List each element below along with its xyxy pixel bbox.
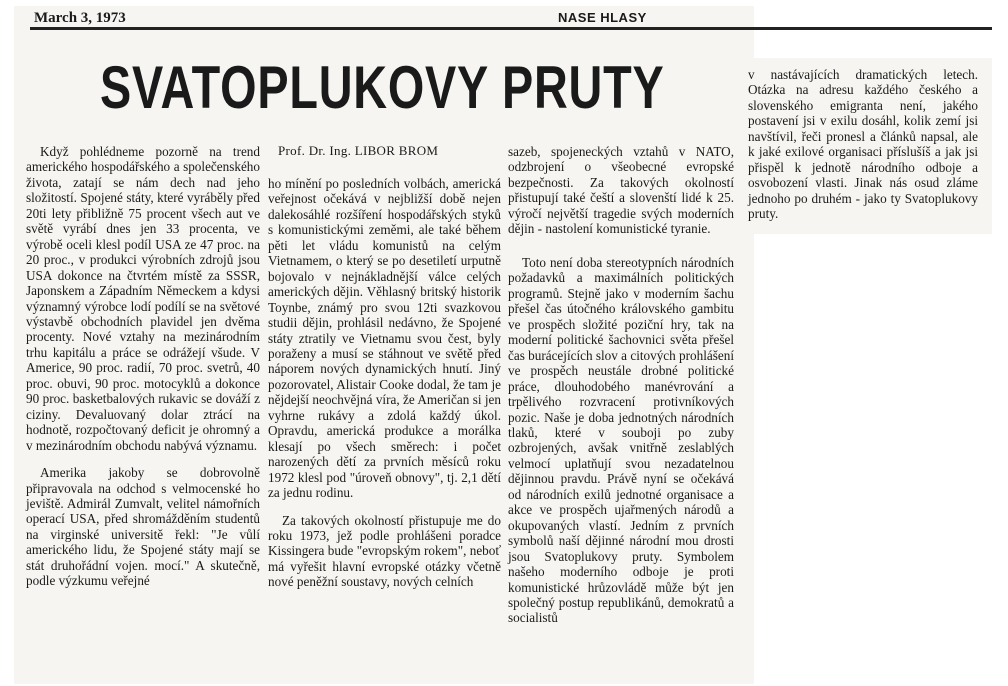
article-column-4	[748, 67, 978, 222]
paragraph: ho mínění po posledních volbách, americká veřejnost očekává v nejbližší době nejen dalekosáhlé rozšíření hospodářských styků s komunistickými zeměmi, ale také během pěti let vládu komunistů na celým Vietnamem, o který se po desetiletí urputně bojovalo v nejnákladnější válce celých amerických dějin. Věhlasný britský historik Toynbe, známý pro svou 12ti svazkovou studii dějin, prohlásil nedávno, že Spojené státy ztratily ve Vietnamu svou čest, byly poraženy a musí se stáhnout ve světě před náporem nových dynamických hnutí. Jiný pozorovatel, Alistair Cooke dodal, že tam je nějdejší neochvějná víra, že Američan si jen vyhrne rukávy a zdolá každý úkol. Opravdu, americká produkce a morálka klesají po všech směrech: i počet narozených dětí za prvních měsíců roku 1972 klesl pod "úroveň obnovy", tj. 2,1 dětí za jednu rodinu.	[268, 176, 501, 501]
masthead-rule	[30, 27, 992, 30]
article-column-2	[268, 176, 501, 590]
masthead-date: March 3, 1973	[34, 10, 126, 26]
article-column-3-top	[508, 144, 734, 237]
article-byline: Prof. Dr. Ing. LIBOR BROM	[278, 143, 439, 158]
paragraph: Toto není doba stereotypních národních požadavků a maximálních politických programů. Stejně jako v moderním šachu přešel čas útočného královského gambitu ve prospěch složité poziční hry, tak na moderní politické šachovnici světa přešel čas burácejících slov a citových prohlášení ve prospěch neustále drobné politické práce, dlouhodobého manévrování a trpělivého rozvracení protivníkových pozic. Naše je doba jednotných národních tlaků, které v souboji po zuby ozbrojených, avšak vnitřně zeslablých velmocí uplatňují svou nezadatelnou dějinnou pravdu. Právě nyní se očekává od národních exilů jednotné organisace a akce ve prospěch ujařmených národů a okupovaných vlastí. Jedním z prvních symbolů naší dějinné národní mou drosti jsou Svatoplukovy pruty. Symbolem našeho moderního odboje je proti komunistické hrůzovládě může být jen společný postup republikánů, demokratů a socialistů	[508, 255, 734, 626]
paragraph: Když pohlédneme pozorně na trend amerického hospodářského a společenského života, zatají se nám dech nad jeho složitostí. Spojené státy, které vyráběly před 20ti lety přibližně 75 procent všech aut ve světě vyrábí dnes jen 33 procenta, ve výrobě oceli klesl podíl USA ze 47 proc. na 20 proc., v produkci výrobních zdrojů jsou USA dokonce na čtvrtém místě za SSSR, Japonskem a Západním Německem a kdysi významný výrobce lodí podílí se na světové výstavbě obchodních plavidel jen dvěma procenty. Nové vztahy na mezinárodním trhu kapitálu a práce se odrážejí všude. V Americe, 90 proc. radií, 70 proc. svetrů, 40 proc. obuvi, 90 proc. motocyklů a dokonce 90 proc. basketbalových rukavic se dováží z ciziny. Devaluovaný dolar ztrácí na hodnotě, rozpočtovaný deficit je ohromný a v mezinárodním obchodu nabývá významu.	[26, 144, 260, 453]
article-column-3	[508, 255, 734, 626]
article-headline: SVATOPLUKOVY PRUTY	[100, 54, 665, 121]
paragraph: sazeb, spojeneckých vztahů v NATO, odzbrojení o všeobecné evropské bezpečnosti. Za takových okolností přistupují také čeští a slovenští lidé k 25. výročí největší tragedie svých moderních dějin - nastolení komunistické tyranie.	[508, 144, 734, 237]
article-column-1	[26, 144, 260, 589]
paragraph: v nastávajících dramatických letech. Otázka na adresu každého českého a slovenského emigranta není, jakého postavení jsi v exilu dosáhl, kolik zemí jsi navštívil, řeči pronesl a článků napsal, ale k jaké exilové organisaci příslušíš a jak jsi přispěl k jednotě národního odboje a osvobození vlasti. Jinak nás osud zláme jednoho po druhém - jako ty Svatoplukovy pruty.	[748, 67, 978, 222]
masthead-publication: NASE HLASY	[558, 10, 647, 25]
paragraph: Za takových okolností přistupuje me do roku 1973, jež podle prohlášeni poradce Kissingera bude "evropským rokem", neboť má vyřešit hlavní evropské otázky včetně nové peněžní soustavy, nových celních	[268, 512, 501, 590]
paragraph: Amerika jakoby se dobrovolně připravovala na odchod s velmocenské ho jeviště. Admirál Zumvalt, velitel námořních operací USA, před shromážděním studentů na virginské universitě řekl: "Je vůlí amerického lidu, že Spojené státy mají se stát druhořádní vojen. mocí." A skutečně, podle výzkumu veřejné	[26, 465, 260, 589]
